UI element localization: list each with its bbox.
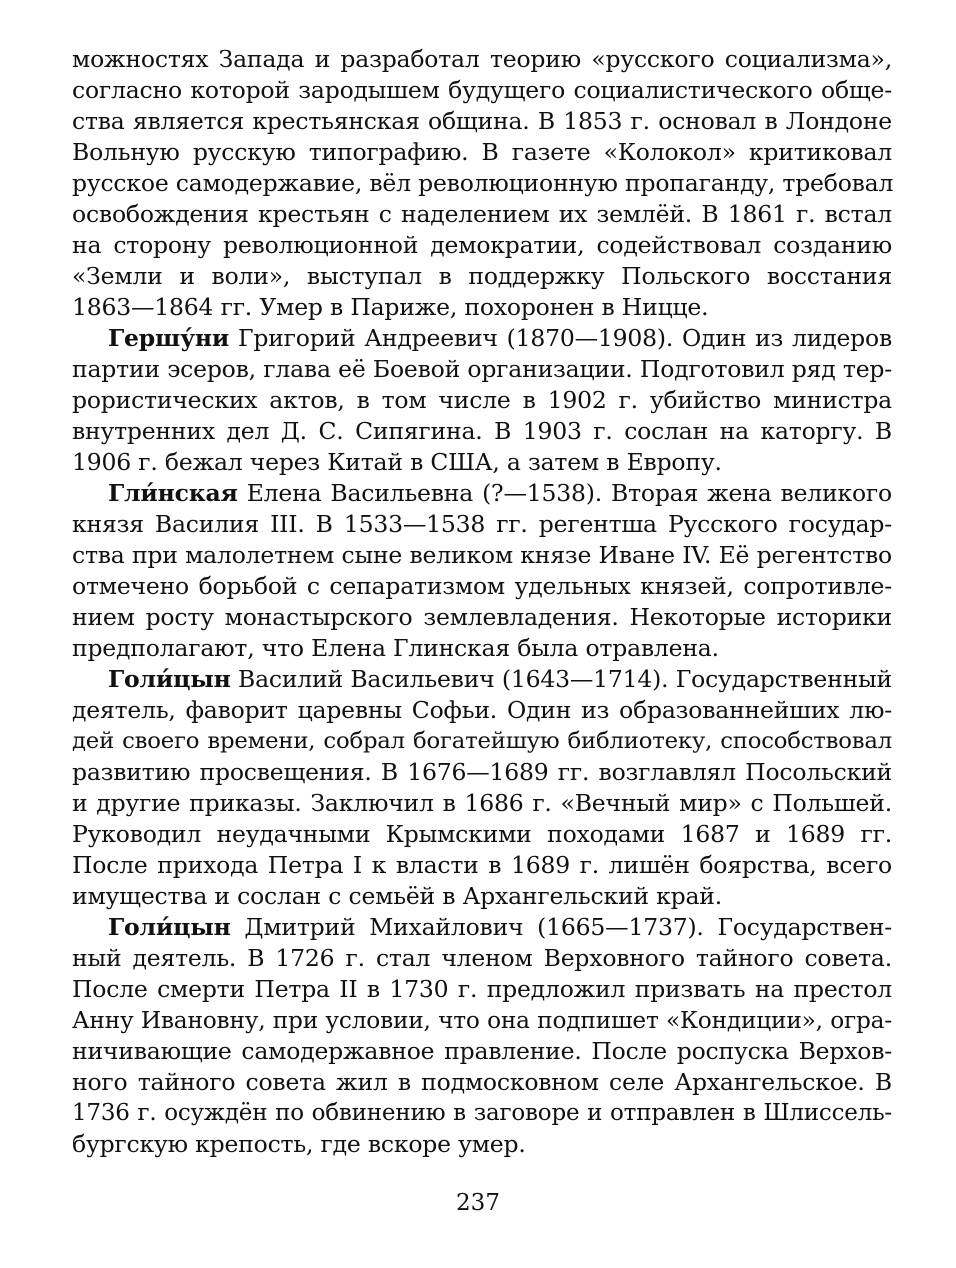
text-line: ного тайного совета жил в подмосковном селе Архангельское. В (72, 1068, 892, 1096)
text-line: внутренних дел Д. С. Сипягина. В 1903 г. сослан на каторгу. В (72, 417, 892, 445)
text-line: согласно которой зародышем будущего социалистического обще- (72, 76, 892, 104)
entry-first-line (72, 478, 892, 509)
text-line: и другие приказы. Заключил в 1686 г. «Вечный мир» с Польшей. (72, 789, 892, 817)
text-line: После прихода Петра I к власти в 1689 г. лишён боярства, всего (72, 851, 892, 879)
entry-name: Голи́цын (108, 913, 231, 941)
text-line: партии эсеров, глава её Боевой организации. Подготовил ряд тер- (72, 355, 892, 383)
text-line: развитию просвещения. В 1676—1689 гг. возглавлял Посольский (72, 758, 892, 786)
text-line: имущества и сослан с семьёй в Архангельский край. (72, 882, 723, 910)
text-line: рористических актов, в том числе в 1902 г. убийство министра (72, 386, 892, 414)
text-line: ничивающие самодержавное правление. После роспуска Верхов- (72, 1037, 892, 1065)
text-line: деятель, фаворит царевны Софьи. Один из образованнейших лю- (72, 696, 892, 724)
entry-text: Дмитрий Михайлович (1665—1737). Государствен- (230, 913, 892, 941)
entry-glinskaya (72, 478, 892, 664)
text-line: отмечено борьбой с сепаратизмом удельных князей, сопротивле- (72, 572, 892, 600)
text-line: Вольную русскую типографию. В газете «Колокол» критиковал (72, 138, 892, 166)
text-line: 1736 г. осуждён по обвинению в заговоре и отправлен в Шлиссель- (72, 1100, 892, 1126)
page-body (72, 44, 892, 1160)
entry-text: Григорий Андреевич (1870—1908). Один из лидеров (229, 324, 892, 352)
text-line: ный деятель. В 1726 г. стал членом Верховного тайного совета. (72, 944, 892, 972)
entry-gershuni (72, 323, 892, 478)
entry-text: Василий Васильевич (1643—1714). Государственный (230, 665, 892, 693)
text-line: 1863—1864 гг. Умер в Париже, похоронен в Ницце. (72, 293, 709, 321)
entry-golitsyn-dmitry (72, 912, 892, 1160)
text-line: на сторону революционной демократии, содействовал созданию (72, 231, 892, 259)
text-line: князя Василия III. В 1533—1538 гг. регентша Русского государ- (72, 510, 892, 538)
text-line: «Земли и воли», выступал в поддержку Польского восстания (72, 262, 892, 290)
text-line: После смерти Петра II в 1730 г. предложил призвать на престол (72, 975, 892, 1003)
text-line: бургскую крепость, где вскоре умер. (72, 1130, 526, 1158)
entry-text: Елена Васильевна (?—1538). Вторая жена великого (237, 479, 892, 507)
text-line: нием росту монастырского землевладения. Некоторые историки (72, 603, 892, 631)
text-line: ства является крестьянская община. В 1853 г. основал в Лондоне (72, 107, 892, 135)
entry-first-line (72, 323, 892, 354)
entry-golitsyn-vasily (72, 664, 892, 912)
text-line: Анну Ивановну, при условии, что она подпишет «Кондиции», огра- (72, 1007, 892, 1034)
entry-name: Гли́нская (108, 479, 238, 507)
entry-name: Голи́цын (108, 665, 231, 693)
entry-first-line (72, 912, 892, 943)
text-line: 1906 г. бежал через Китай в США, а затем в Европу. (72, 448, 722, 476)
page-number: 237 (456, 1190, 500, 1216)
text-line: русское самодержавие, вёл революционную пропаганду, требовал (72, 169, 894, 197)
text-line: дей своего времени, собрал богатейшую библиотеку, способствовал (72, 728, 892, 754)
entry-first-line (72, 664, 892, 695)
text-line: ства при малолетнем сыне великом князе Иване IV. Её регентство (72, 541, 892, 569)
continuation-paragraph (72, 44, 892, 323)
entry-name: Гершу́ни (108, 324, 230, 352)
text-line: предполагают, что Елена Глинская была отравлена. (72, 634, 719, 662)
text-line: освобождения крестьян с наделением их землёй. В 1861 г. встал (72, 200, 892, 228)
text-line: Руководил неудачными Крымскими походами 1687 и 1689 гг. (72, 820, 892, 848)
text-line: можностях Запада и разработал теорию «русского социализма», (72, 45, 892, 73)
